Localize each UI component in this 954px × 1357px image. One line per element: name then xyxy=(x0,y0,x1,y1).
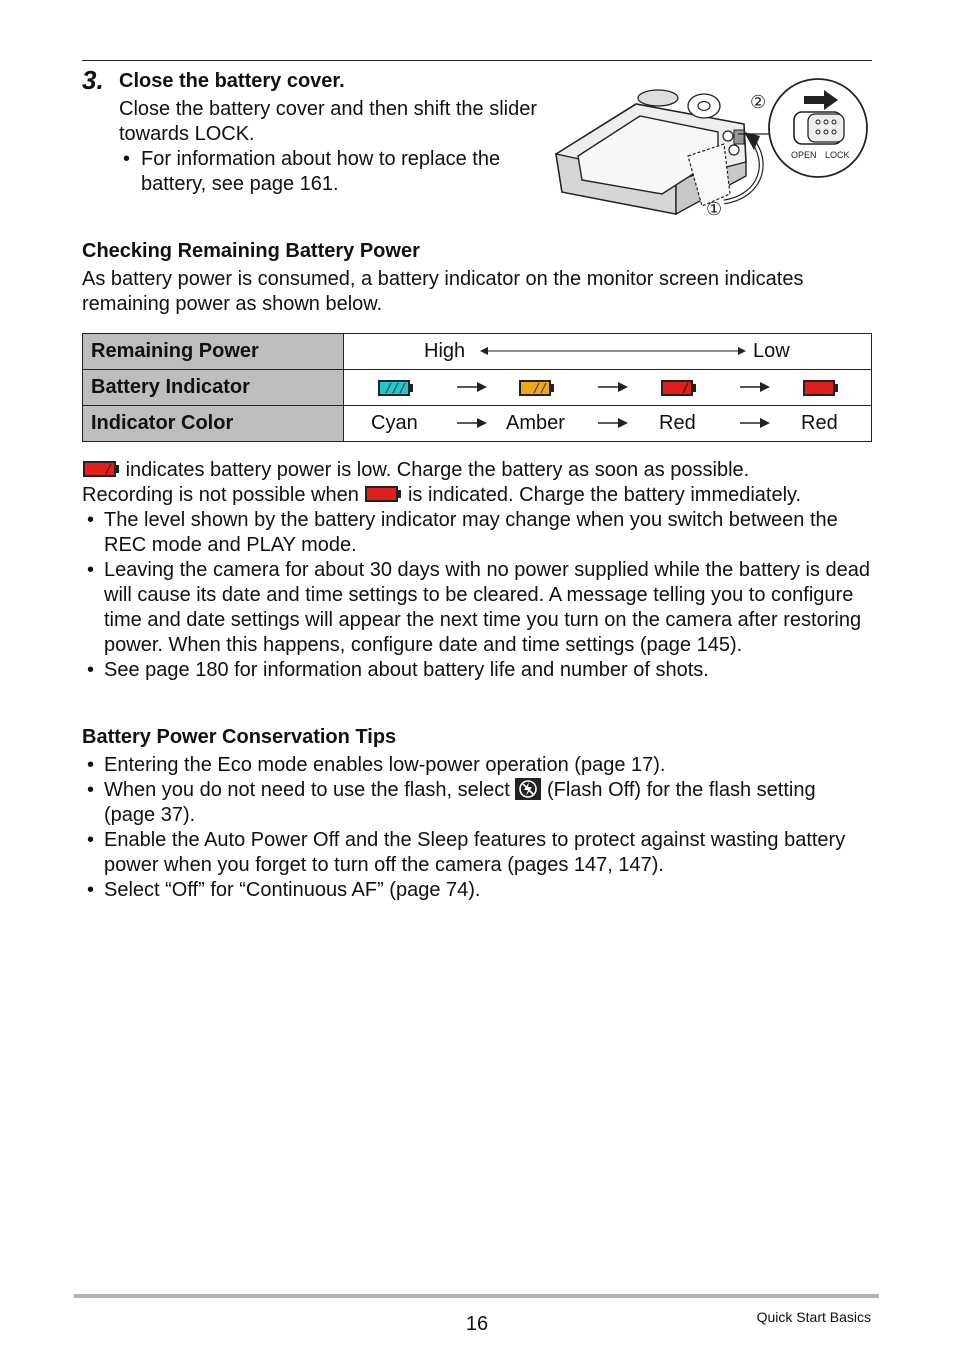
battery-red-empty-icon xyxy=(364,484,402,504)
table-row xyxy=(83,334,872,370)
color-label: Red xyxy=(659,412,696,434)
recording-text-after: is indicated. Charge the battery immediately. xyxy=(407,484,802,506)
color-label: Red xyxy=(801,412,838,434)
battery-amber-icon xyxy=(518,379,554,397)
lock-label: LOCK xyxy=(825,150,850,160)
page-number: 16 xyxy=(465,1313,489,1335)
list-item xyxy=(82,778,872,828)
table-row xyxy=(83,406,872,442)
arrow-right-icon xyxy=(598,379,628,395)
low-battery-text: indicates battery power is low. Charge the battery as soon as possible. xyxy=(125,459,750,481)
callout-2: ② xyxy=(750,92,767,113)
remaining-power-cell xyxy=(344,334,872,370)
flash-off-icon xyxy=(515,778,541,800)
step-description: Close the battery cover and then shift the slider towards LOCK. xyxy=(119,98,538,145)
row-header-battery-indicator: Battery Indicator xyxy=(83,370,344,406)
row-header-indicator-color: Indicator Color xyxy=(83,406,344,442)
footer-section-label: Quick Start Basics xyxy=(756,1309,871,1325)
open-label: OPEN xyxy=(791,150,817,160)
tips-list xyxy=(82,753,872,903)
callout-1: ① xyxy=(706,199,723,220)
color-label: Cyan xyxy=(371,412,418,434)
high-low-double-arrow-icon xyxy=(480,343,746,359)
top-rule xyxy=(82,60,872,61)
battery-indicator-table xyxy=(82,333,872,442)
low-label: Low xyxy=(753,340,790,362)
indicator-color-cell xyxy=(344,406,872,442)
battery-indicator-cell xyxy=(344,370,872,406)
footer-rule xyxy=(74,1294,879,1298)
step-number: 3. xyxy=(82,65,104,95)
list-item: • The level shown by the battery indicator may change when you switch between the REC mode and PLAY mode. xyxy=(82,508,872,558)
color-label: Amber xyxy=(506,412,565,434)
section-title-remaining-power: Checking Remaining Battery Power xyxy=(82,240,420,262)
list-item: • Entering the Eco mode enables low-power operation (page 17). xyxy=(82,753,872,778)
section-title-conservation-tips: Battery Power Conservation Tips xyxy=(82,726,397,748)
list-item: • Select “Off” for “Continuous AF” (page 74). xyxy=(82,878,872,903)
table-row xyxy=(83,370,872,406)
tip-flash-text-before: When you do not need to use the flash, select xyxy=(104,779,510,801)
battery-notes xyxy=(82,458,872,683)
tip-flash-text-after: (Flash Off) for the flash setting (page 37). xyxy=(104,779,816,826)
battery-red-empty-icon xyxy=(802,379,838,397)
step-body xyxy=(119,97,539,197)
conservation-tips xyxy=(82,753,872,903)
high-label: High xyxy=(424,340,466,362)
arrow-right-icon xyxy=(457,415,487,431)
battery-red-icon xyxy=(82,459,120,479)
arrow-right-icon xyxy=(457,379,487,395)
step-bullet: • For information about how to replace the battery, see page 161. xyxy=(119,147,539,197)
section-intro: As battery power is consumed, a battery indicator on the monitor screen indicates remaining power as shown below. xyxy=(82,268,804,315)
low-battery-note xyxy=(82,458,872,483)
step-title: Close the battery cover. xyxy=(119,70,345,92)
recording-text-before: Recording is not possible when xyxy=(82,484,359,506)
row-header-remaining-power: Remaining Power xyxy=(83,334,344,370)
list-item: • Enable the Auto Power Off and the Sleep features to protect against wasting battery power when you forget to turn off the camera (pages 147, 147). xyxy=(82,828,872,878)
arrow-right-icon xyxy=(740,379,770,395)
list-item: • See page 180 for information about battery life and number of shots. xyxy=(82,658,872,683)
battery-red-icon xyxy=(660,379,696,397)
battery-notes-list xyxy=(82,508,872,683)
arrow-right-icon xyxy=(740,415,770,431)
camera-battery-cover-illustration xyxy=(548,76,872,220)
battery-cyan-icon xyxy=(377,379,413,397)
recording-note xyxy=(82,483,872,508)
list-item: • Leaving the camera for about 30 days with no power supplied while the battery is dead will cause its date and time settings to be cleared. A message telling you to configure time and date settings will appear the next time you turn on the camera after restoring power. When this happens, configure date and time settings (page 145). xyxy=(82,558,872,658)
arrow-right-icon xyxy=(598,415,628,431)
